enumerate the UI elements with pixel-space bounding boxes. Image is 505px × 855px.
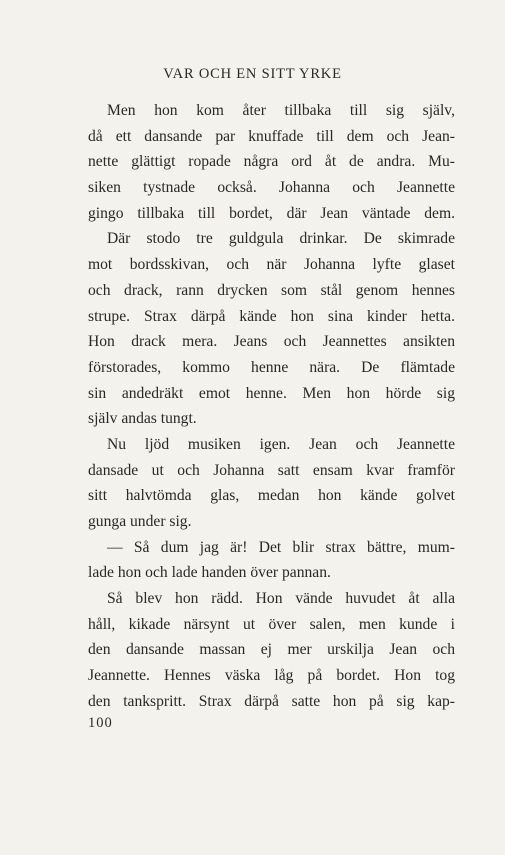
text-line: Men hon kom åter tillbaka till sig själv, xyxy=(107,102,455,119)
text-line: mot bordsskivan, och när Johanna lyfte glaset xyxy=(88,256,455,274)
running-head: VAR OCH EN SITT YRKE xyxy=(163,66,342,82)
text-line: Nu ljöd musiken igen. Jean och Jeannette xyxy=(107,435,455,453)
text-line: den dansande massan ej mer urskilja Jean och xyxy=(88,641,455,659)
text-line: nette glättigt ropade några ord åt de andra. Mu- xyxy=(88,153,455,171)
text-line: den tankspritt. Strax därpå satte hon på sig kap- xyxy=(88,692,455,710)
text-line: gunga under sig. xyxy=(88,513,192,530)
text-line: och drack, rann drycken som stål genom hennes xyxy=(88,281,455,299)
text-line: då ett dansande par knuffade till dem och Jean- xyxy=(88,127,455,145)
text-line: håll, kikade närsynt ut över salen, men kunde i xyxy=(88,615,455,633)
text-line: förstorades, kommo henne nära. De flämtade xyxy=(88,358,455,376)
page-number: 100 xyxy=(88,715,113,731)
text-line: sitt halvtömda glas, medan hon kände golvet xyxy=(88,487,455,505)
body-text xyxy=(88,98,455,715)
text-line: sin andedräkt emot henne. Men hon hörde sig xyxy=(88,384,455,402)
text-line: siken tystnade också. Johanna och Jeannette xyxy=(88,179,455,197)
text-line: — Så dum jag är! Det blir strax bättre, mum- xyxy=(107,538,455,556)
text-line: Där stodo tre guldgula drinkar. De skimrade xyxy=(107,230,455,248)
text-line: lade hon och lade handen över pannan. xyxy=(88,564,331,582)
text-line: själv andas tungt. xyxy=(88,410,197,428)
text-line: dansade ut och Johanna satt ensam kvar framför xyxy=(88,461,455,479)
text-line: gingo tillbaka till bordet, där Jean väntade dem. xyxy=(88,204,455,222)
text-line: Jeannette. Hennes väska låg på bordet. Hon tog xyxy=(88,667,455,685)
text-line: Hon drack mera. Jeans och Jeannettes ansikten xyxy=(88,333,455,351)
text-line: Så blev hon rädd. Hon vände huvudet åt alla xyxy=(107,590,455,608)
text-line: strupe. Strax därpå kände hon sina kinder hetta. xyxy=(88,307,455,325)
